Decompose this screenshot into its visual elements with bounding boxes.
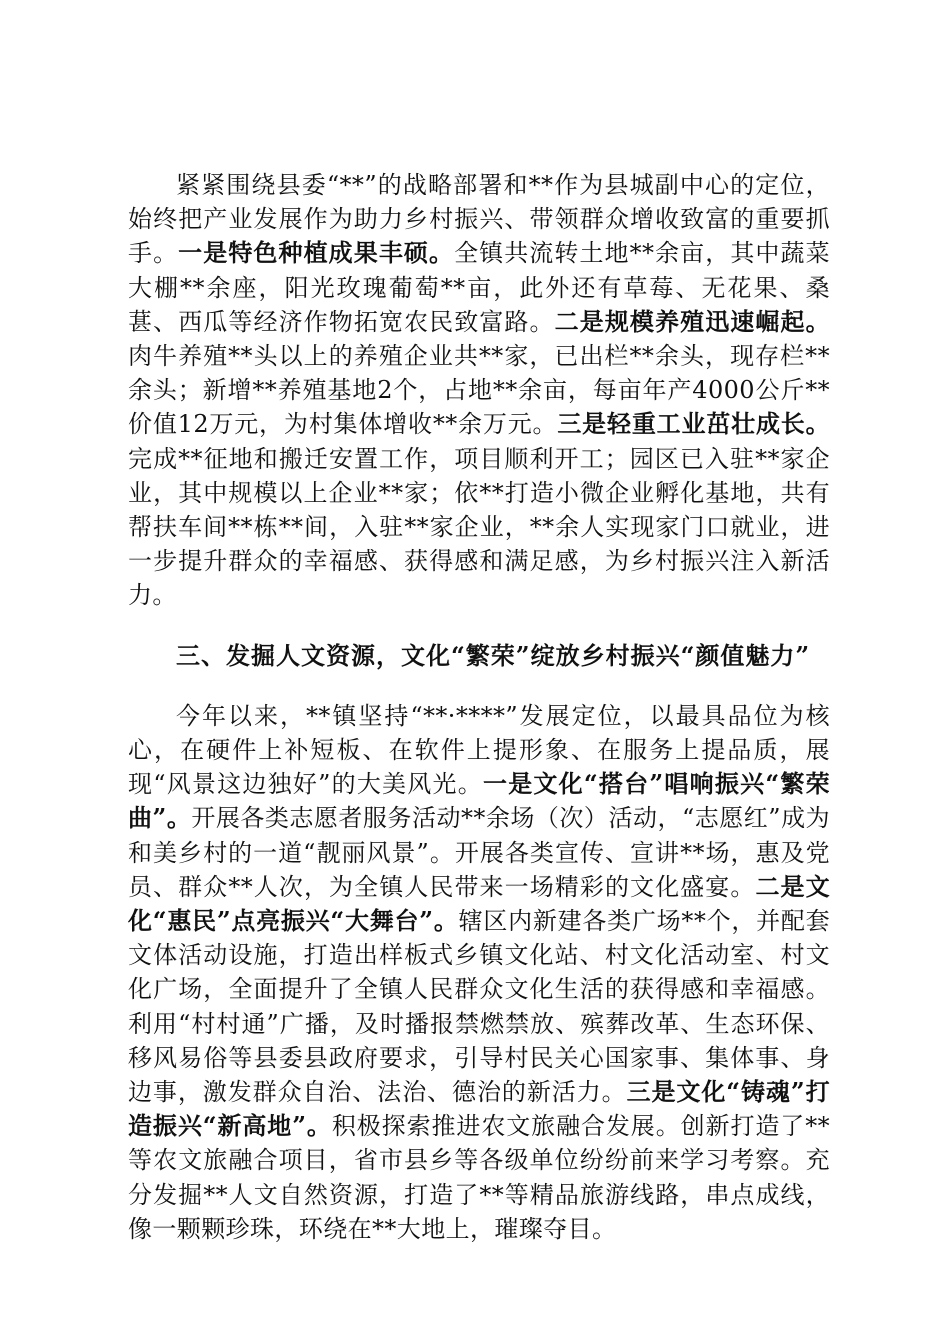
paragraph-culture xyxy=(128,699,830,1246)
point-body-industry: 完成**征地和搬迁安置工作，项目顺利开工；园区已入驻**家企业，其中规模以上企业**家；依**打造小微企业孵化基地，共有帮扶车间**栋**间，入驻**家企业，**余人实现家门口就业，进一步提升群众的幸福感、获得感和满足感，为乡村振兴注入新活力。 xyxy=(128,444,830,610)
point-title-breeding: 二是规模养殖迅速崛起。 xyxy=(554,306,830,336)
paragraph-intro: 紧紧围绕县委“**”的战略部署和**作为县城副中心的定位，始终把产业发展作为助力乡村振兴、带领群众增收致富的重要抓手。 xyxy=(128,171,830,268)
paragraph-industry-development xyxy=(128,168,830,613)
point-body-breeding: 肉牛养殖**头以上的养殖企业共**家，已出栏**余头，现存栏**余头；新增**养殖基地2个，占地**余亩，每亩年产4000公斤**价值12万元，为村集体增收**余万元。 xyxy=(128,342,830,439)
point-body-soul: 积极探索推进农文旅融合发展。创新打造了**等农文旅融合项目，省市县乡等各级单位纷纷前来学习考察。充分发掘**人文自然资源，打造了**等精品旅游线路，串点成线，像一颗颗珍珠，环绕在**大地上，璀璨夺目。 xyxy=(128,1112,830,1243)
paragraph-intro: 今年以来，**镇坚持“**·****”发展定位，以最具品位为核心，在硬件上补短板、在软件上提形象、在服务上提品质，展现“风景这边独好”的大美风光。 xyxy=(128,701,830,799)
point-title-benefit: 二是文化“惠民”点亮振兴“大舞台”。 xyxy=(128,871,830,936)
point-body-planting: 全镇共流转土地**余亩，其中蔬菜大棚**余座，阳光玫瑰葡萄**亩，此外还有草莓、无花果、桑葚、西瓜等经济作物拓宽农民致富路。 xyxy=(128,239,830,336)
point-title-soul: 三是文化“铸魂”打造振兴“新高地”。 xyxy=(128,1077,830,1141)
point-title-industry: 三是轻重工业茁壮成长。 xyxy=(557,409,831,439)
point-title-planting: 一是特色种植成果丰硕。 xyxy=(178,238,455,268)
point-body-stage: 开展各类志愿者服务活动**余场（次）活动，“志愿红”成为和美乡村的一道“靓丽风景”。开展各类宣传、宣讲**场，惠及党员、群众**人次，为全镇人民带来一场精彩的文化盛宴。 xyxy=(128,804,830,901)
point-body-benefit: 辖区内新建各类广场**个，并配套文体活动设施，打造出样板式乡镇文化站、村文化活动室、村文化广场，全面提升了全镇人民群众文化生活的获得感和幸福感。利用“村村通”广播，及时播报禁燃禁放、殡葬改革、生态环保、移风易俗等县委县政府要求，引导村民关心国家事、集体事、身边事，激发群众自治、法治、德治的新活力。 xyxy=(128,907,831,1107)
section-heading-culture: 三、发掘人文资源，文化“繁荣”绽放乡村振兴“颜值魅力” xyxy=(176,640,811,670)
point-title-stage: 一是文化“搭台”唱响振兴“繁荣曲”。 xyxy=(128,769,830,833)
document-page xyxy=(128,168,830,1246)
